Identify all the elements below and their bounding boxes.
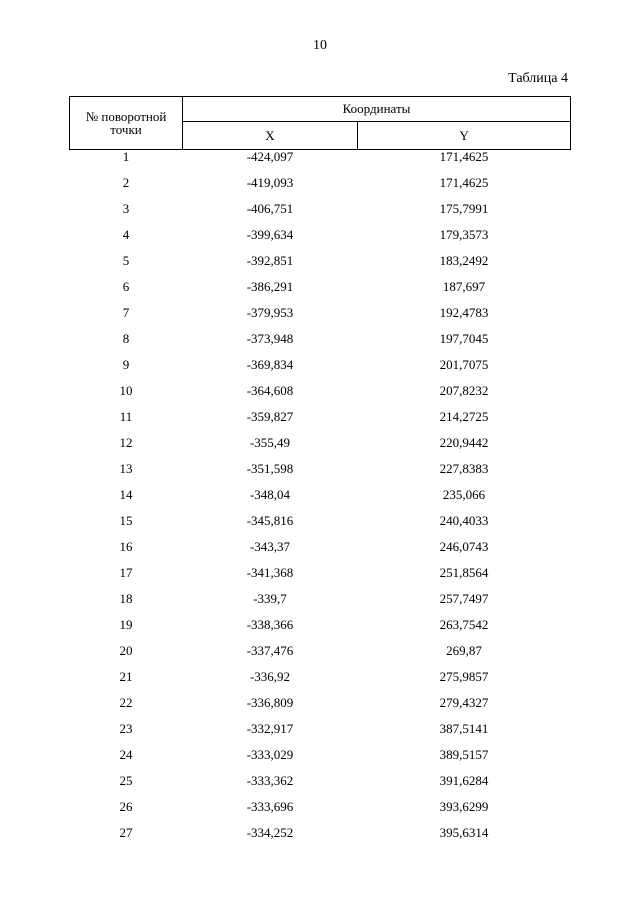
y-coordinate-cell: 227,8383 <box>439 461 489 476</box>
y-coordinate-cell: 389,5157 <box>439 747 489 762</box>
header-x: X <box>183 122 358 150</box>
x-coordinate-cell: -392,851 <box>246 253 294 268</box>
point-number: 22 <box>119 695 133 710</box>
point-number: 27 <box>119 825 133 840</box>
point-number: 20 <box>119 643 133 658</box>
y-coordinate-cell: 257,7497 <box>439 591 489 606</box>
point-number-cell <box>70 254 183 280</box>
table-row <box>70 670 571 696</box>
table-row <box>70 384 571 410</box>
point-number: 21 <box>119 669 133 684</box>
y-coordinate-cell: 279,4327 <box>439 695 489 710</box>
point-number-cell <box>70 332 183 358</box>
point-number: 15 <box>119 513 133 528</box>
point-number: 11 <box>119 409 133 424</box>
table-row <box>70 826 571 852</box>
point-number-cell <box>70 410 183 436</box>
header-y: Y <box>358 122 571 150</box>
x-coordinate-cell: -355,49 <box>249 435 291 450</box>
x-coordinate-cell: -343,37 <box>249 539 291 554</box>
point-number-cell <box>70 150 183 177</box>
point-number: 4 <box>122 227 130 242</box>
coordinates-table <box>69 96 571 852</box>
x-coordinate-cell: -332,917 <box>246 721 294 736</box>
point-number: 9 <box>122 357 130 372</box>
page-number: 10 <box>313 38 327 53</box>
y-coordinate-cell: 201,7075 <box>439 357 489 372</box>
y-coordinate-cell: 387,5141 <box>439 721 489 736</box>
point-number: 8 <box>122 331 130 346</box>
y-coordinate-cell: 207,8232 <box>439 383 489 398</box>
point-number-cell <box>70 176 183 202</box>
point-number-cell <box>70 280 183 306</box>
x-coordinate-cell: -364,608 <box>246 383 294 398</box>
y-coordinate-cell: 214,2725 <box>439 409 489 424</box>
x-coordinate-cell: -406,751 <box>246 201 294 216</box>
table-row <box>70 254 571 280</box>
x-coordinate-cell: -419,093 <box>246 175 294 190</box>
point-number-cell <box>70 358 183 384</box>
table-row <box>70 462 571 488</box>
point-number: 23 <box>119 721 133 736</box>
table-row <box>70 696 571 722</box>
y-coordinate-cell: 240,4033 <box>439 513 489 528</box>
table-row <box>70 280 571 306</box>
x-coordinate-cell: -334,252 <box>246 825 294 840</box>
x-coordinate-cell: -348,04 <box>249 487 291 502</box>
point-number: 18 <box>119 591 133 606</box>
y-coordinate-cell: 175,7991 <box>439 201 489 216</box>
table-row <box>70 644 571 670</box>
y-coordinate-cell: 391,6284 <box>439 773 489 788</box>
table-row <box>70 774 571 800</box>
x-coordinate-cell: -341,368 <box>246 565 294 580</box>
table-row <box>70 306 571 332</box>
table-row <box>70 332 571 358</box>
x-coordinate-cell: -338,366 <box>246 617 294 632</box>
point-number-cell <box>70 202 183 228</box>
point-number: 5 <box>122 253 130 268</box>
table-row <box>70 748 571 774</box>
table-header <box>70 97 571 150</box>
x-coordinate-cell: -386,291 <box>246 279 294 294</box>
header-coordinates: Координаты <box>183 97 571 122</box>
point-number-cell <box>70 566 183 592</box>
x-coordinate-cell: -399,634 <box>246 227 294 242</box>
table-row <box>70 540 571 566</box>
point-number: 25 <box>119 773 133 788</box>
y-coordinate-cell: 235,066 <box>442 487 486 502</box>
point-number: 1 <box>122 149 130 164</box>
table-row <box>70 488 571 514</box>
y-coordinate-cell: 263,7542 <box>439 617 489 632</box>
table-row <box>70 618 571 644</box>
y-coordinate-cell: 393,6299 <box>439 799 489 814</box>
point-number: 10 <box>119 383 133 398</box>
y-coordinate-cell: 187,697 <box>442 279 486 294</box>
point-number: 13 <box>119 461 133 476</box>
table-row <box>70 436 571 462</box>
point-number-cell <box>70 826 183 852</box>
point-number: 17 <box>119 565 133 580</box>
y-coordinate-cell: 395,6314 <box>439 825 489 840</box>
x-coordinate-cell: -333,696 <box>246 799 294 814</box>
x-coordinate-cell: -337,476 <box>246 643 294 658</box>
header-point-number: № поворотной точки <box>70 97 183 150</box>
y-coordinate-cell: 179,3573 <box>439 227 489 242</box>
x-coordinate-cell: -339,7 <box>253 591 287 606</box>
point-number-cell <box>70 384 183 410</box>
table-row <box>70 514 571 540</box>
table-row <box>70 566 571 592</box>
y-coordinate-cell: 251,8564 <box>439 565 489 580</box>
table-row <box>70 592 571 618</box>
point-number: 26 <box>119 799 133 814</box>
point-number-cell <box>70 644 183 670</box>
x-coordinate-cell: -336,809 <box>246 695 294 710</box>
x-coordinate-cell: -333,362 <box>246 773 294 788</box>
x-coordinate-cell: -359,827 <box>246 409 294 424</box>
point-number-cell <box>70 514 183 540</box>
y-coordinate-cell: 246,0743 <box>439 539 489 554</box>
y-coordinate-cell: 197,7045 <box>439 331 489 346</box>
point-number: 6 <box>122 279 130 294</box>
point-number-cell <box>70 488 183 514</box>
point-number-cell <box>70 696 183 722</box>
point-number: 14 <box>119 487 133 502</box>
x-coordinate-cell: -424,097 <box>246 149 294 164</box>
table-row <box>70 176 571 202</box>
table-body <box>70 150 571 853</box>
y-coordinate-cell: 275,9857 <box>439 669 489 684</box>
point-number-cell <box>70 800 183 826</box>
point-number-cell <box>70 592 183 618</box>
point-number-cell <box>70 774 183 800</box>
point-number-cell <box>70 228 183 254</box>
table-row <box>70 202 571 228</box>
point-number-cell <box>70 722 183 748</box>
table-row <box>70 800 571 826</box>
table-row <box>70 150 571 177</box>
y-coordinate-cell: 171,4625 <box>439 175 489 190</box>
point-number-cell <box>70 436 183 462</box>
point-number: 7 <box>122 305 130 320</box>
point-number-cell <box>70 306 183 332</box>
y-coordinate-cell: 220,9442 <box>439 435 489 450</box>
table-row <box>70 228 571 254</box>
x-coordinate-cell: -379,953 <box>246 305 294 320</box>
x-coordinate-cell: -333,029 <box>246 747 294 762</box>
table-row <box>70 410 571 436</box>
point-number: 19 <box>119 617 133 632</box>
x-coordinate-cell: -373,948 <box>246 331 294 346</box>
x-coordinate-cell: -369,834 <box>246 357 294 372</box>
x-coordinate-cell: -345,816 <box>246 513 294 528</box>
point-number-cell <box>70 670 183 696</box>
point-number: 12 <box>119 435 133 450</box>
table-caption: Таблица 4 <box>508 71 568 86</box>
y-coordinate-cell: 183,2492 <box>439 253 489 268</box>
y-coordinate-cell: 269,87 <box>446 643 482 658</box>
point-number-cell <box>70 748 183 774</box>
point-number-cell <box>70 618 183 644</box>
x-coordinate-cell: -351,598 <box>246 461 294 476</box>
point-number: 3 <box>122 201 130 216</box>
point-number: 16 <box>119 539 133 554</box>
point-number-cell <box>70 540 183 566</box>
y-coordinate-cell: 192,4783 <box>439 305 489 320</box>
table-row <box>70 358 571 384</box>
point-number: 2 <box>122 175 130 190</box>
point-number: 24 <box>119 747 133 762</box>
point-number-cell <box>70 462 183 488</box>
x-coordinate-cell: -336,92 <box>249 669 291 684</box>
table-row <box>70 722 571 748</box>
y-coordinate-cell: 171,4625 <box>439 149 489 164</box>
